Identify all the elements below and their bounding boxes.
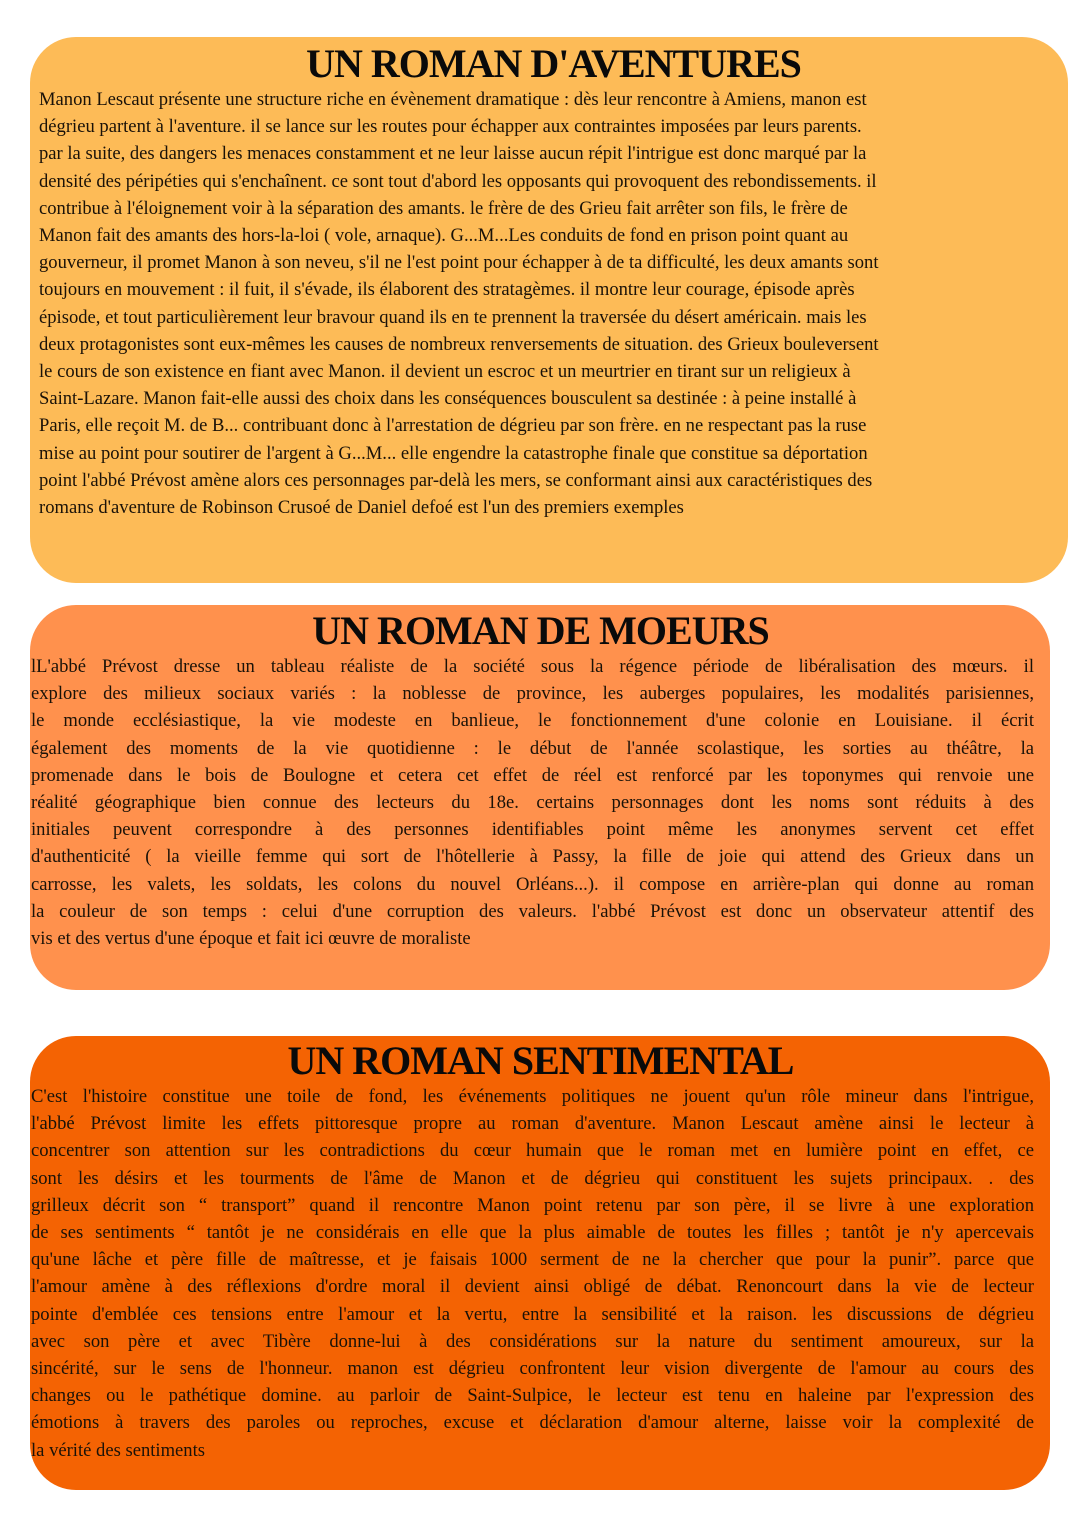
text-line: le cours de son existence en fiant avec Manon. il devient un escroc et un meurtrier en tirant sur un religieux à (39, 361, 851, 383)
text-line: lL'abbé Prévost dresse un tableau réaliste de la société sous la régence période de libéralisation des mœurs. il (31, 656, 1034, 677)
text-line: l'abbé Prévost limite les effets pittoresque propre au roman d'aventure. Manon Lescaut amène ainsi le lecteur à (31, 1113, 1034, 1135)
text-line: point l'abbé Prévost amène alors ces personnages par-delà les mers, se conformant ainsi aux caractéristiques des (39, 469, 873, 491)
text-line: d'authenticité ( la vieille femme qui sort de l'hôtellerie à Passy, la fille de joie qui attend des Grieux dans un (31, 846, 1034, 868)
text-line: explore des milieux sociaux variés : la noblesse de province, les auberges populaires, les modalités parisiennes, (31, 683, 1034, 705)
text-line: pointe d'emblée ces tensions entre l'amour et la vertu, entre la sensibilité et la raison. les discussions de dégrieu (31, 1303, 1034, 1325)
text-line: épisode, et tout particulièrement leur bravour quand ils en te prennent la traversée du désert américain. mais les (39, 306, 867, 328)
text-line: sont les désirs et les tourments de l'âme de Manon et de dégrieu qui constituent les sujets principaux. . des (31, 1167, 1034, 1189)
text-line: avec son père et avec Tibère donne-lui à des considérations sur la nature du sentiment amoureux, sur la (31, 1330, 1034, 1352)
section-roman-moeurs (30, 605, 1050, 990)
section-body (31, 1083, 1050, 1464)
text-line: changes ou le pathétique domine. au parloir de Saint-Sulpice, le lecteur est tenu en haleine par l'expression des (31, 1385, 1034, 1407)
text-line: gouverneur, il promet Manon à son neveu, s'il ne l'est point pour échapper à de ta difficulté, les deux amants sont (39, 252, 879, 274)
text-line: Paris, elle reçoit M. de B... contribuant donc à l'arrestation de dégrieu par son frère. en ne respectant pas la ruse (39, 415, 867, 437)
text-line: grilleux décrit son “ transport” quand il rencontre Manon point retenu par son père, il se livre à une exploration (31, 1194, 1034, 1216)
text-line: initiales peuvent correspondre à des personnes identifiables point même les anonymes servent cet effet (31, 819, 1034, 841)
text-line: Manon fait des amants des hors-la-loi ( vole, arnaque). G...M...Les conduits de fond en prison point quant au (39, 225, 849, 247)
text-line: carrosse, les valets, les soldats, les colons du nouvel Orléans...). il compose en arrière-plan qui donne au roman (31, 873, 1034, 895)
section-title: UN ROMAN DE MOEURS (312, 608, 769, 653)
text-line: sincérité, sur le sens de l'honneur. manon est dégrieu confrontent leur vision divergente de l'amour au cours des (31, 1358, 1034, 1380)
text-line: Manon Lescaut présente une structure riche en évènement dramatique : dès leur rencontre à Amiens, manon est (39, 89, 867, 110)
text-line: dégrieu partent à l'aventure. il se lance sur les routes pour échapper aux contraintes imposées par leurs parents. (39, 116, 862, 138)
text-line: mise au point pour soutirer de l'argent à G...M... elle engendre la catastrophe finale que constitue sa déportation (39, 442, 868, 464)
text-line: émotions à travers des paroles ou reproches, excuse et déclaration d'amour alterne, laisse voir la complexité de (31, 1412, 1034, 1434)
text-line: également des moments de la vie quotidienne : le début de l'année scolastique, les sorties au théâtre, la (31, 737, 1034, 759)
section-roman-sentimental (30, 1036, 1050, 1490)
text-line: contribue à l'éloignement voir à la séparation des amants. le frère de des Grieu fait arrêter son fils, le frère de (39, 197, 848, 219)
text-line: par la suite, des dangers les menaces constamment et ne leur laisse aucun répit l'intrigue est donc marqué par la (39, 143, 867, 165)
text-line: vis et des vertus d'une époque et fait ici œuvre de moraliste (31, 928, 471, 950)
text-line: romans d'aventure de Robinson Crusoé de Daniel defoé est l'un des premiers exemples (39, 497, 684, 519)
text-line: réalité géographique bien connue des lecteurs du 18e. certains personnages dont les noms sont réduits à des (31, 792, 1034, 814)
text-line: concentrer son attention sur les contradictions du cœur humain que le roman met en lumière point en effet, ce (31, 1140, 1034, 1162)
section-roman-aventures (30, 37, 1068, 583)
text-line: la couleur de son temps : celui d'une corruption des valeurs. l'abbé Prévost est donc un observateur attentif des (31, 900, 1034, 922)
text-line: toujours en mouvement : il fuit, il s'évade, ils élaborent des stratagèmes. il montre leur courage, épisode après (39, 279, 855, 301)
text-line: promenade dans le bois de Boulogne et cetera cet effet de réel est renforcé par les toponymes qui renvoie une (31, 764, 1034, 786)
text-line: la vérité des sentiments (31, 1439, 206, 1461)
text-line: densité des péripéties qui s'enchaînent. ce sont tout d'abord les opposants qui provoquent des rebondissements. il (39, 170, 877, 192)
text-line: C'est l'histoire constitue une toile de fond, les événements politiques ne jouent qu'un rôle mineur dans l'intrigue, (31, 1086, 1034, 1107)
section-body (31, 653, 1050, 952)
text-line: l'amour amène à des réflexions d'ordre moral il devient ainsi obligé de débat. Renoncourt dans la vie de lecteur (31, 1276, 1034, 1298)
text-line: de ses sentiments “ tantôt je ne considérais en elle que la plus aimable de toutes les filles ; tantôt je n'y apercevais (31, 1222, 1034, 1244)
section-title: UN ROMAN SENTIMENTAL (287, 1038, 794, 1083)
text-line: qu'une lâche et père fille de maîtresse, et je faisais 1000 serment de ne la chercher que pour la punir”. parce que (31, 1249, 1034, 1271)
section-title: UN ROMAN D'AVENTURES (306, 41, 801, 86)
text-line: Saint-Lazare. Manon fait-elle aussi des choix dans les conséquences bousculent sa destinée : à peine installé à (39, 388, 857, 410)
text-line: deux protagonistes sont eux-mêmes les causes de nombreux renversements de situation. des Grieux bouleversent (39, 333, 879, 355)
section-body (39, 86, 1068, 521)
text-line: le monde ecclésiastique, la vie modeste en banlieue, le fonctionnement d'une colonie en Louisiane. il écrit (31, 710, 1034, 732)
